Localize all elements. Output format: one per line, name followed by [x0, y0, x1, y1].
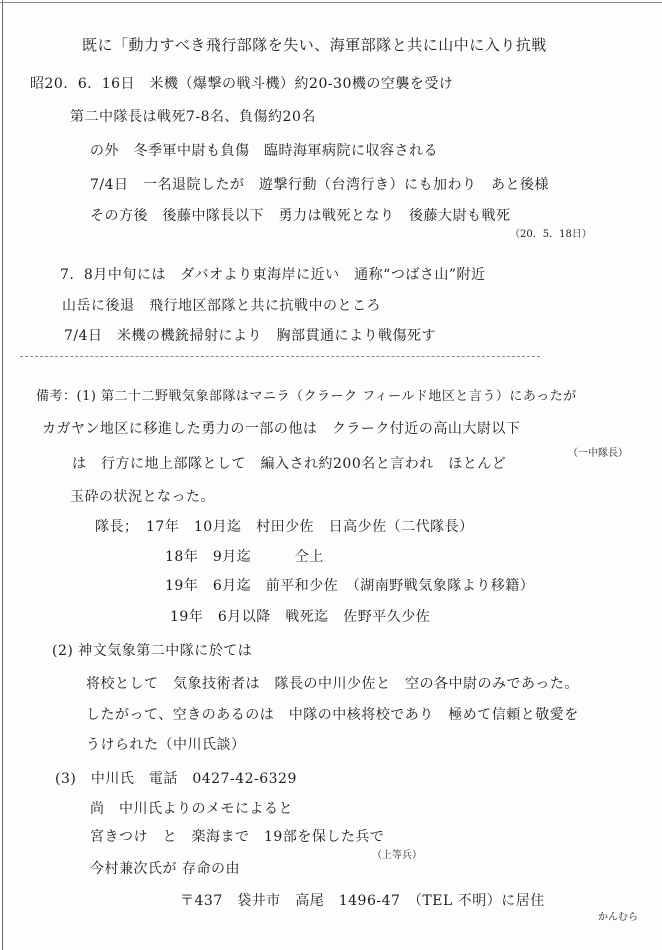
memo-line-18: (2) 神文気象第二中隊に於ては — [52, 643, 253, 659]
memo-line-6: その方後 後藤中隊長以下 勇力は戦死となり 後藤大尉も戦死 — [90, 208, 511, 224]
page-edge-left — [2, 0, 3, 950]
memo-line-21: うけられた（中川氏談） — [86, 737, 246, 753]
memo-line-13: 玉砕の状況となった。 — [70, 489, 215, 505]
memo-line-17: 19年 6月以降 戦死迄 佐野平久少佐 — [170, 609, 431, 625]
memo-line-7: 7．8月中旬には ダバオより東海岸に近い 通称“つばさ山”附近 — [60, 267, 486, 283]
note-person: （上等兵） — [372, 850, 422, 861]
memo-line-9: 7/4日 米機の機銃掃射により 胸部貫通により戦傷死す — [64, 328, 437, 344]
memo-line-1: 既に「動力すべき飛行部隊を失い、海軍部隊と共に山中に入り抗戦 — [82, 36, 547, 54]
note-date: （20．5．18日） — [510, 229, 592, 240]
memo-line-14: 隊長； 17年 10月迄 村田少佐 日高少佐（二代隊長） — [95, 519, 474, 535]
memo-line-15: 18年 9月迄 仝上 — [165, 549, 324, 565]
memo-line-3: 第二中隊長は戦死7-8名、負傷約20名 — [70, 109, 316, 125]
memo-line-4: の外 冬季軍中尉も負傷 臨時海軍病院に収容される — [90, 143, 438, 159]
memo-line-22: (3) 中川氏 電話 0427-42-6329 — [55, 771, 297, 787]
memo-line-19: 将校として 気象技術者は 隊長の中川少佐と 空の各中尉のみであった。 — [86, 676, 579, 692]
memo-line-5: 7/4日 一名退院したが 遊撃行動（台湾行き）にも加わり あと後様 — [90, 177, 550, 193]
memo-line-2: 昭20．6．16日 米機（爆撃の戦斗機）約20-30機の空襲を受け — [30, 76, 454, 92]
memo-line-23: 尚 中川氏よりのメモによると — [90, 801, 293, 817]
note-reading: かんむら — [598, 912, 638, 923]
memo-line-16: 19年 6月迄 前平和少佐 （湖南野戦気象隊より移籍） — [165, 578, 535, 594]
section-divider — [20, 356, 540, 357]
page-edge-top — [0, 2, 662, 3]
memo-line-8: 山岳に後退 飛行地区部隊と共に抗戦中のところ — [62, 298, 381, 314]
memo-line-20: したがって、空きのあるのは 中隊の中核将校であり 極めて信頼と敬愛を — [86, 707, 579, 723]
memo-line-25: 今村兼次氏が 存命の由 — [90, 861, 240, 877]
memo-line-26: 〒437 袋井市 高尾 1496-47 （TEL 不明）に居住 — [180, 893, 545, 909]
memo-line-12: は 行方に地上部隊として 編入され約200名と言われ ほとんど — [72, 456, 507, 472]
memo-line-24: 宮きつけ と 楽海まで 19部を保した兵で — [90, 829, 385, 845]
memo-line-11: カガヤン地区に移進した勇力の一部の他は クラーク付近の高山大尉以下 — [42, 421, 521, 437]
note-rank: （一中隊長） — [568, 448, 628, 459]
memo-line-10: 備考：(1) 第二十二野戦気象部隊はマニラ（クラーク フィールド地区と言う）にあったが — [36, 389, 577, 404]
